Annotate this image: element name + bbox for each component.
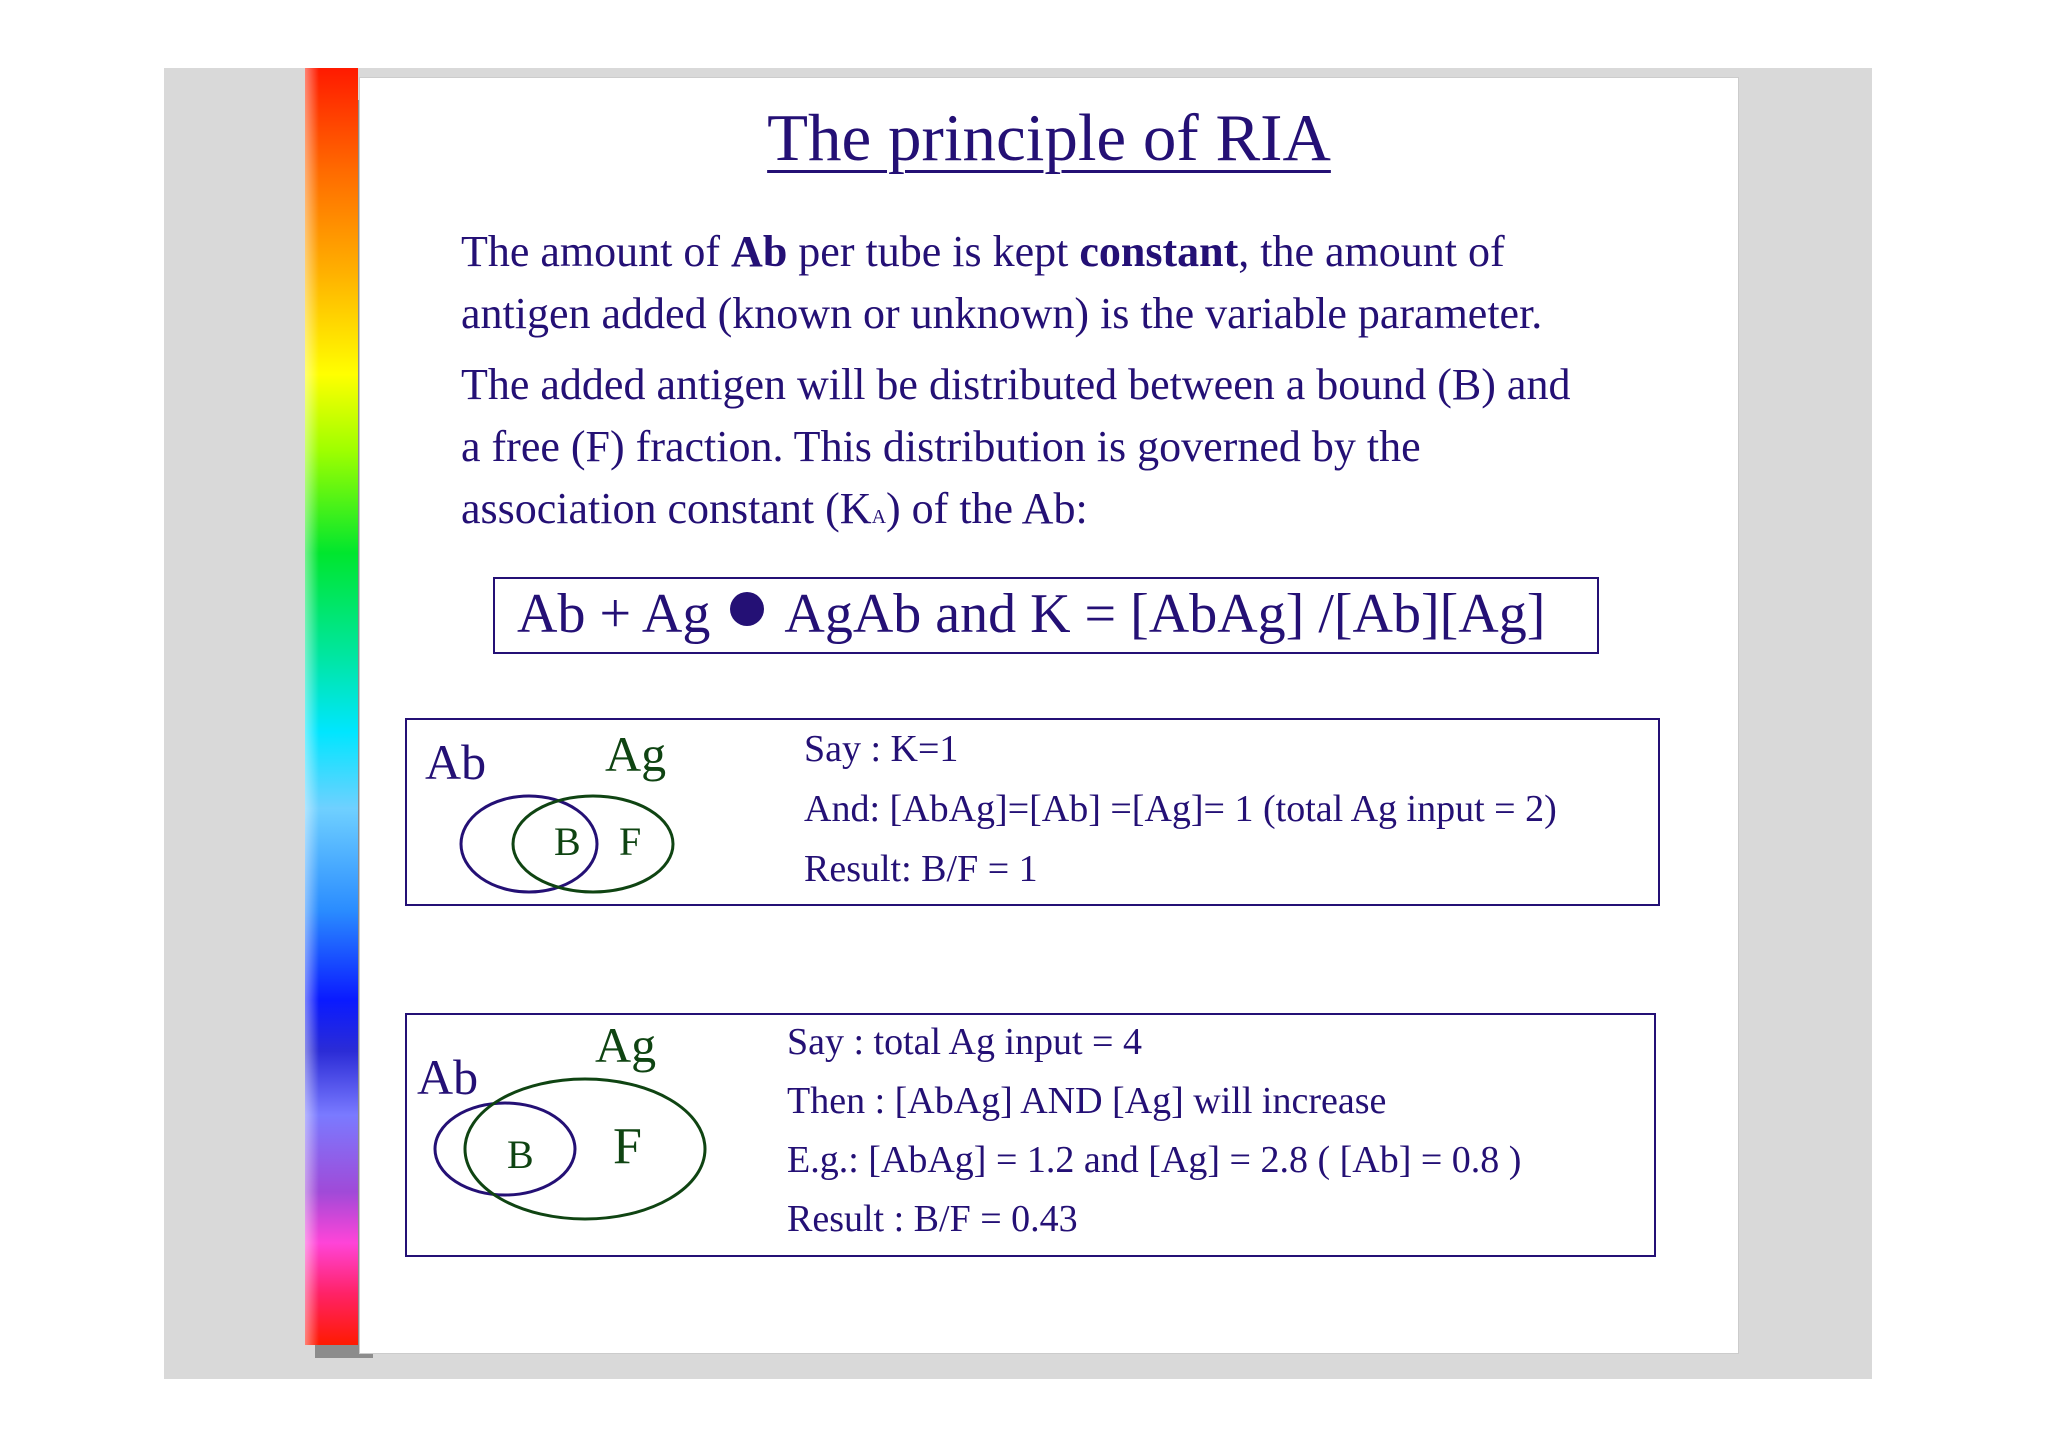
venn-ag-circle — [513, 796, 673, 892]
slide-title: The principle of RIA — [767, 101, 1331, 175]
paragraph2-line1: The added antigen will be distributed between a bound (B) and — [461, 360, 1571, 409]
example-box-2 — [405, 1013, 1656, 1257]
text-segment: , the amount of — [1238, 227, 1505, 276]
paragraph-distribution — [461, 354, 1570, 548]
example1-line2: And: [AbAg]=[Ab] =[Ag]= 1 (total Ag input = 2) — [804, 788, 1557, 830]
example2-line1: Say : total Ag input = 4 — [787, 1021, 1142, 1063]
equation-left: Ab + Ag — [517, 583, 711, 645]
venn-diagram-2 — [431, 1081, 731, 1231]
example1-line1: Say : K=1 — [804, 728, 959, 770]
equilibrium-bullet-icon — [730, 592, 764, 626]
equation-right: AgAb and K = [AbAg] /[Ab][Ag] — [784, 583, 1546, 645]
bold-term-constant: constant — [1079, 227, 1239, 276]
venn-free-label: F — [613, 1118, 642, 1175]
text-segment: The amount of — [461, 227, 732, 276]
example2-line3: E.g.: [AbAg] = 1.2 and [Ag] = 2.8 ( [Ab] = 0.8 ) — [787, 1139, 1522, 1181]
example-box-1 — [405, 718, 1660, 906]
venn-ag-label: Ag — [595, 1017, 657, 1073]
example1-line3: Result: B/F = 1 — [804, 848, 1038, 890]
venn-ab-circle — [435, 1103, 575, 1195]
paragraph-amount-of-ab — [461, 221, 1542, 345]
venn-bound-label: B — [554, 819, 581, 864]
paragraph1-line2: antigen added (known or unknown) is the variable parameter. — [461, 289, 1543, 338]
example2-line2: Then : [AbAg] AND [Ag] will increase — [787, 1080, 1387, 1122]
venn-free-label: F — [619, 819, 642, 864]
venn-bound-label: B — [507, 1132, 534, 1177]
example2-line4: Result : B/F = 0.43 — [787, 1198, 1078, 1240]
text-segment: association constant (K — [461, 484, 872, 533]
venn-ag-circle — [465, 1079, 705, 1219]
venn-ag-label: Ag — [605, 726, 667, 782]
subscript-a: A — [871, 506, 887, 528]
paragraph2-line3 — [461, 478, 1570, 548]
paragraph2-line2: a free (F) fraction. This distribution is governed by the — [461, 422, 1421, 471]
text-segment: per tube is kept — [787, 227, 1080, 276]
rainbow-bar-highlight — [305, 68, 319, 1345]
paragraph1-line1 — [461, 221, 1542, 283]
equation-line — [517, 582, 1545, 646]
venn-ab-label: Ab — [417, 1049, 479, 1105]
slide-content — [359, 77, 1739, 1354]
text-segment: ) of the Ab: — [886, 484, 1088, 533]
bold-term-ab: Ab — [731, 227, 788, 276]
equation-box — [493, 577, 1599, 654]
venn-ab-label: Ab — [425, 734, 487, 790]
